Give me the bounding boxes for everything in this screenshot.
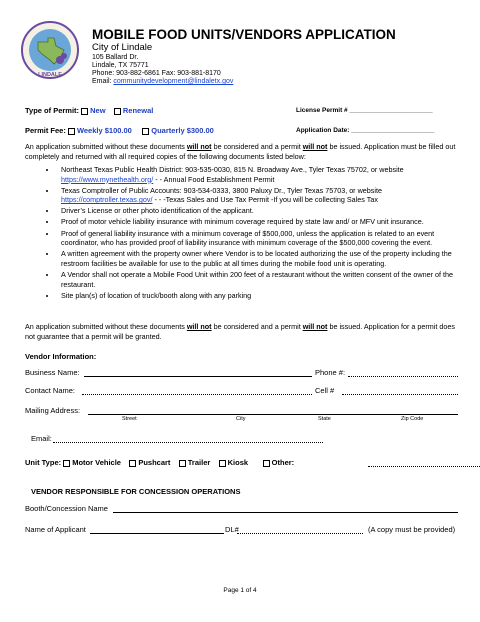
health-district-link[interactable]: https://www.mynethealth.org/: [61, 174, 154, 184]
booth-name-label: Booth/Concession Name: [25, 504, 108, 513]
booth-name-input[interactable]: [113, 512, 458, 513]
pushcart-checkbox[interactable]: Pushcart: [129, 458, 170, 467]
concession-heading: VENDOR RESPONSIBLE FOR CONCESSION OPERATIONS: [31, 487, 241, 496]
street-caption: Street: [122, 416, 137, 422]
mailing-address-input[interactable]: [88, 414, 458, 415]
weekly-checkbox[interactable]: Weekly $100.00: [68, 126, 132, 135]
application-date-field[interactable]: Application Date: _______________________: [296, 127, 435, 134]
address-line-2: Lindale, TX 75771: [92, 62, 149, 69]
list-item: • Proof of general liability insurance with a minimum coverage of $500,000, unless the application is related to an event coordinator, who has provided proof of liability insurance with minimum coverage of the $500,000 covering the event.: [57, 229, 457, 248]
city-name: City of Lindale: [92, 42, 153, 53]
applicant-name-label: Name of Applicant: [25, 525, 86, 534]
motor-vehicle-checkbox[interactable]: Motor Vehicle: [63, 458, 121, 467]
applicant-name-input[interactable]: [90, 533, 224, 534]
business-name-label: Business Name:: [25, 368, 80, 377]
disclaimer-paragraph: An application submitted without these documents will not be considered and a permit will not be issued. Application for a permit does not guarantee that a permit will be granted.: [25, 322, 455, 341]
new-checkbox[interactable]: New: [81, 106, 105, 115]
phone-label: Phone #:: [315, 368, 346, 377]
kiosk-checkbox[interactable]: Kiosk: [219, 458, 248, 467]
list-item: • Site plan(s) of location of truck/booth along with any parking: [57, 291, 457, 301]
phone-fax: Phone: 903-882-6861 Fax: 903-881-8170: [92, 70, 221, 77]
page-title: MOBILE FOOD UNITS/VENDORS APPLICATION: [92, 27, 396, 42]
city-caption: City: [236, 416, 246, 422]
list-item: • Northeast Texas Public Health District: 903-535-0030, 815 N. Broadway Ave., Tyler Texas 75702, or website https://www.mynethealth.org/ - - Annual Food Establishment Permit: [57, 165, 457, 184]
email-link[interactable]: communitydevelopment@lindaletx.gov: [113, 78, 234, 85]
license-permit-field[interactable]: License Permit # _______________________: [296, 107, 433, 114]
business-name-input[interactable]: [84, 376, 312, 377]
cell-input[interactable]: [342, 394, 458, 395]
list-item: • Driver’s License or other photo identification of the applicant.: [57, 206, 457, 216]
dl-label: DL#: [225, 525, 239, 534]
email-label: Email:: [31, 434, 52, 443]
permit-fee-row: Permit Fee: Weekly $100.00 Quarterly $300.00: [25, 126, 214, 135]
logo-text: LINDALE: [38, 72, 62, 78]
vendor-info-heading: Vendor Information:: [25, 352, 97, 361]
zip-caption: Zip Code: [401, 416, 424, 422]
list-item: • A written agreement with the property owner where Vendor is to be located authorizing the use of the property including the restroom facilities be available for use to the public at all times during the mobile food unit is operating.: [57, 249, 457, 268]
email-line: Email: communitydevelopment@lindaletx.gov: [92, 78, 234, 85]
contact-name-input[interactable]: [82, 394, 312, 395]
list-item: • A Vendor shall not operate a Mobile Food Unit within 200 feet of a restaurant without the written consent of the owner of the restaurant.: [57, 270, 457, 289]
contact-name-label: Contact Name:: [25, 386, 76, 395]
page-number: Page 1 of 4: [223, 587, 257, 594]
permit-type-row: Type of Permit: New Renewal: [25, 106, 154, 115]
other-checkbox[interactable]: Other:: [263, 458, 295, 467]
email-input[interactable]: [53, 442, 323, 443]
other-input[interactable]: [368, 466, 480, 467]
cell-label: Cell #: [315, 386, 335, 395]
copy-note: (A copy must be provided): [368, 525, 456, 534]
trailer-checkbox[interactable]: Trailer: [179, 458, 211, 467]
address-line-1: 105 Ballard Dr.: [92, 54, 139, 61]
phone-input[interactable]: [348, 376, 458, 377]
mailing-address-label: Mailing Address:: [25, 406, 81, 415]
comptroller-link[interactable]: https://comptroller.texas.gov/: [61, 195, 153, 205]
intro-paragraph: An application submitted without these documents will not be considered and a permit will not be issued. Application must be filled out completely and returned with all required copies of the following documents listed below:: [25, 142, 456, 161]
unit-type-row: Unit Type: Motor Vehicle Pushcart Trailer Kiosk Other:: [25, 458, 295, 467]
state-caption: State: [318, 416, 331, 422]
requirements-list: [25, 165, 457, 302]
dl-input[interactable]: [237, 533, 363, 534]
city-logo: [20, 20, 80, 80]
renewal-checkbox[interactable]: Renewal: [114, 106, 153, 115]
list-item: • Texas Comptroller of Public Accounts: 903-534-0333, 3800 Paluxy Dr., Tyler Texas 75703, or website https://comptroller.texas.gov/ - - -Texas Sales and Use Tax Permit -If you will be collecting Sales Tax: [57, 186, 457, 205]
list-item: • Proof of motor vehicle liability insurance with minimum coverage required by state law and/ or MFV unit insurance.: [57, 217, 457, 227]
quarterly-checkbox[interactable]: Quarterly $300.00: [142, 126, 214, 135]
